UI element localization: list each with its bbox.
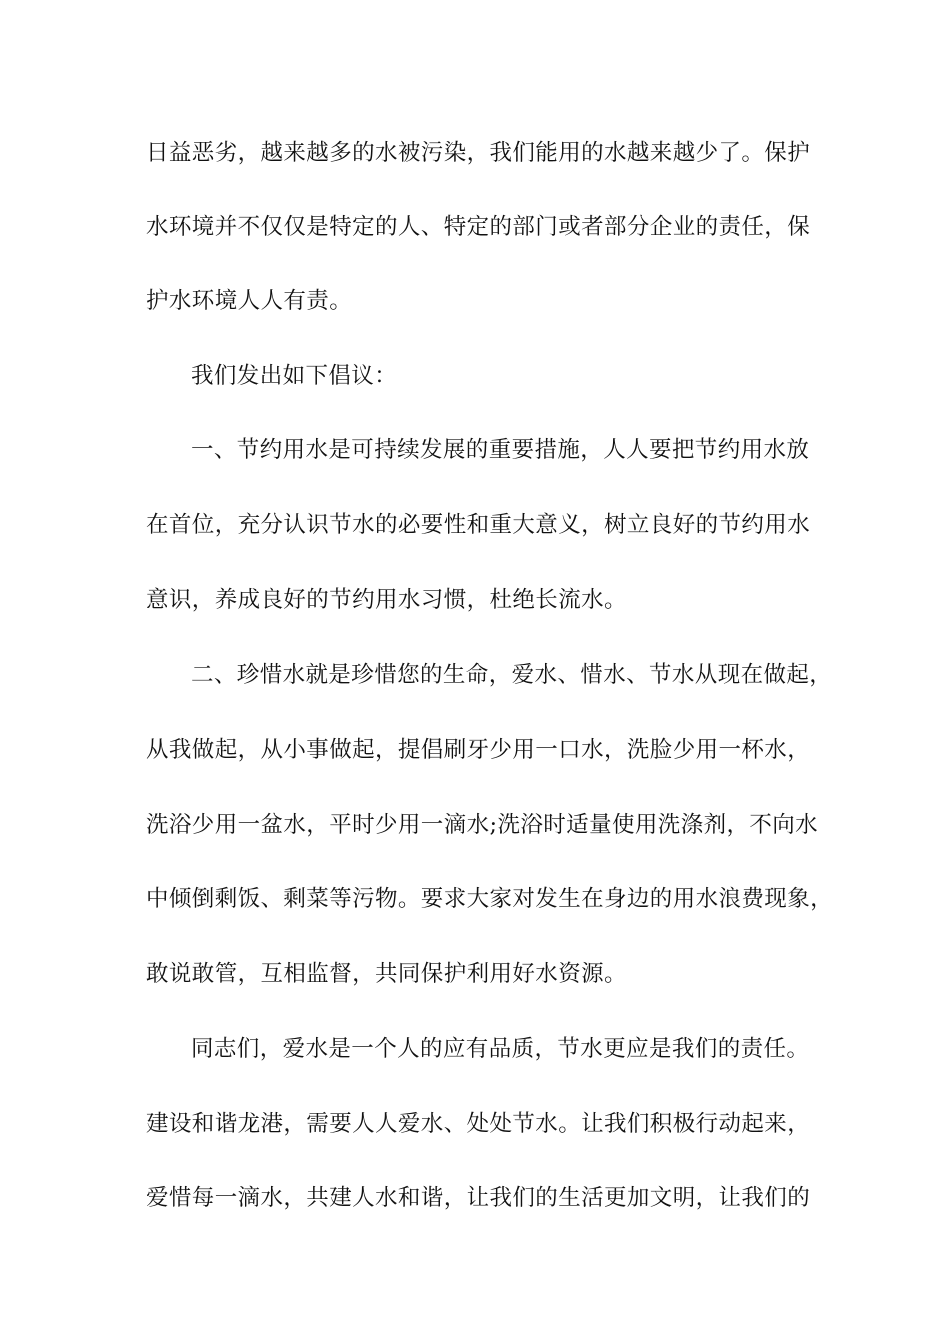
text-line: 同志们，爱水是一个人的应有品质，节水更应是我们的责任。 bbox=[191, 1036, 810, 1062]
text-line: 二、珍惜水就是珍惜您的生命，爱水、惜水、节水从现在做起， bbox=[191, 662, 833, 688]
text-line: 护水环境人人有责。 bbox=[146, 288, 353, 314]
text-line: 爱惜每一滴水，共建人水和谐，让我们的生活更加文明，让我们的 bbox=[146, 1185, 811, 1211]
text-line: 我们发出如下倡议： bbox=[191, 363, 398, 389]
text-line: 建设和谐龙港，需要人人爱水、处处节水。让我们积极行动起来， bbox=[146, 1111, 811, 1137]
text-line: 中倾倒剩饭、剩菜等污物。要求大家对发生在身边的用水浪费现象， bbox=[146, 886, 834, 912]
text-line: 水环境并不仅仅是特定的人、特定的部门或者部分企业的责任，保 bbox=[146, 214, 811, 240]
text-line: 从我做起，从小事做起，提倡刷牙少用一口水，洗脸少用一杯水， bbox=[146, 737, 811, 763]
text-line: 一、节约用水是可持续发展的重要措施，人人要把节约用水放 bbox=[191, 437, 810, 463]
text-line: 敢说敢管，互相监督，共同保护利用好水资源。 bbox=[146, 961, 627, 987]
text-line: 日益恶劣，越来越多的水被污染，我们能用的水越来越少了。保护 bbox=[146, 140, 811, 166]
text-line: 在首位，充分认识节水的必要性和重大意义，树立良好的节约用水 bbox=[146, 512, 811, 538]
text-line: 意识，养成良好的节约用水习惯，杜绝长流水。 bbox=[146, 587, 627, 613]
text-line: 洗浴少用一盆水，平时少用一滴水;洗浴时适量使用洗涤剂，不向水 bbox=[146, 812, 819, 838]
